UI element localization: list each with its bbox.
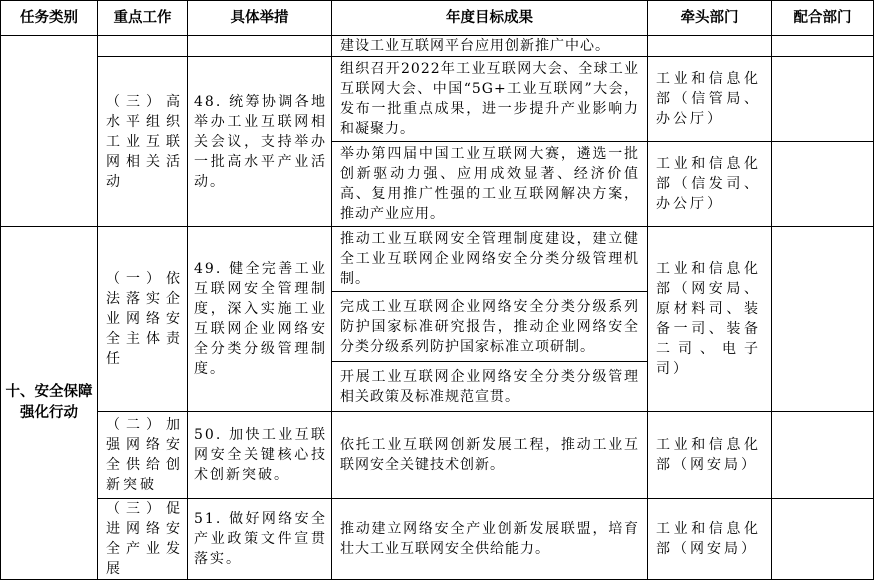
target-cell: 举办第四届中国工业互联网大赛，遴选一批创新驱动力强、应用成效显著、经济价值高、复用推广性强的工业互联网解决方案，推动产业应用。 xyxy=(332,142,648,227)
coop-dept-cell xyxy=(772,57,874,142)
measure-cell: 50. 加快工业互联网安全关键核心技术创新突破。 xyxy=(188,412,332,499)
measure-cell: 49. 健全完善工业互联网安全管理制度，深入实施工业互联网企业网络安全分类分级管理制度。 xyxy=(188,227,332,412)
header-lead-dept: 牵头部门 xyxy=(648,1,772,36)
lead-dept-cell: 工业和信息化部（网安局） xyxy=(648,499,772,580)
lead-dept-cell: 工业和信息化部（信发司、办公厅） xyxy=(648,142,772,227)
lead-dept-cell: 工业和信息化部（信管局、办公厅） xyxy=(648,57,772,142)
coop-dept-cell xyxy=(772,227,874,412)
measure-cell: 48. 统筹协调各地举办工业互联网相关会议，支持举办一批高水平产业活动。 xyxy=(188,57,332,227)
coop-dept-cell xyxy=(772,412,874,499)
measure-cell: 51. 做好网络安全产业政策文件宣贯落实。 xyxy=(188,499,332,580)
key-work-cell: （二）加强网络安全供给创新突破 xyxy=(98,412,188,499)
key-work-cell: （三）促进网络安全产业发展 xyxy=(98,499,188,580)
key-work-cell: （一）依法落实企业网络安全主体责任 xyxy=(98,227,188,412)
target-cell: 依托工业互联网创新发展工程，推动工业互联网安全关键技术创新。 xyxy=(332,412,648,499)
table-row xyxy=(1,36,874,57)
coop-dept-cell xyxy=(772,142,874,227)
header-targets: 年度目标成果 xyxy=(332,1,648,36)
lead-dept-cell: 工业和信息化部（网安局） xyxy=(648,412,772,499)
category-cell: 十、安全保障强化行动 xyxy=(1,227,98,580)
target-cell: 推动工业互联网安全管理制度建设，建立健全工业互联网企业网络安全分类分级管理机制。 xyxy=(332,227,648,292)
coop-dept-cell xyxy=(772,499,874,580)
header-coop-dept: 配合部门 xyxy=(772,1,874,36)
key-work-cell-empty xyxy=(98,36,188,57)
table-row xyxy=(1,227,874,292)
lead-dept-cell: 工业和信息化部（网安局、原材料司、装备一司、装备二司、电子司） xyxy=(648,227,772,412)
target-cell: 完成工业互联网企业网络安全分类分级系列防护国家标准研究报告，推动企业网络安全分类分级系列防护国家标准立项研制。 xyxy=(332,292,648,362)
key-work-cell: （三）高水平组织工业互联网相关活动 xyxy=(98,57,188,227)
lead-dept-cell-empty xyxy=(648,36,772,57)
table-row xyxy=(1,412,874,499)
category-cell-empty xyxy=(1,36,98,227)
header-row xyxy=(1,1,874,36)
target-cell: 开展工业互联网企业网络安全分类分级管理相关政策及标准规范宣贯。 xyxy=(332,362,648,412)
target-cell: 组织召开2022年工业互联网大会、全球工业互联网大会、中国“5G+工业互联网”大会，发布一批重点成果，进一步提升产业影响力和凝聚力。 xyxy=(332,57,648,142)
header-measures: 具体举措 xyxy=(188,1,332,36)
coop-dept-cell-empty xyxy=(772,36,874,57)
target-cell: 推动建立网络安全产业创新发展联盟，培育壮大工业互联网安全供给能力。 xyxy=(332,499,648,580)
measure-cell-empty xyxy=(188,36,332,57)
target-cell: 建设工业互联网平台应用创新推广中心。 xyxy=(332,36,648,57)
header-key-work: 重点工作 xyxy=(98,1,188,36)
table-row xyxy=(1,57,874,142)
table-row xyxy=(1,499,874,580)
header-category: 任务类别 xyxy=(1,1,98,36)
